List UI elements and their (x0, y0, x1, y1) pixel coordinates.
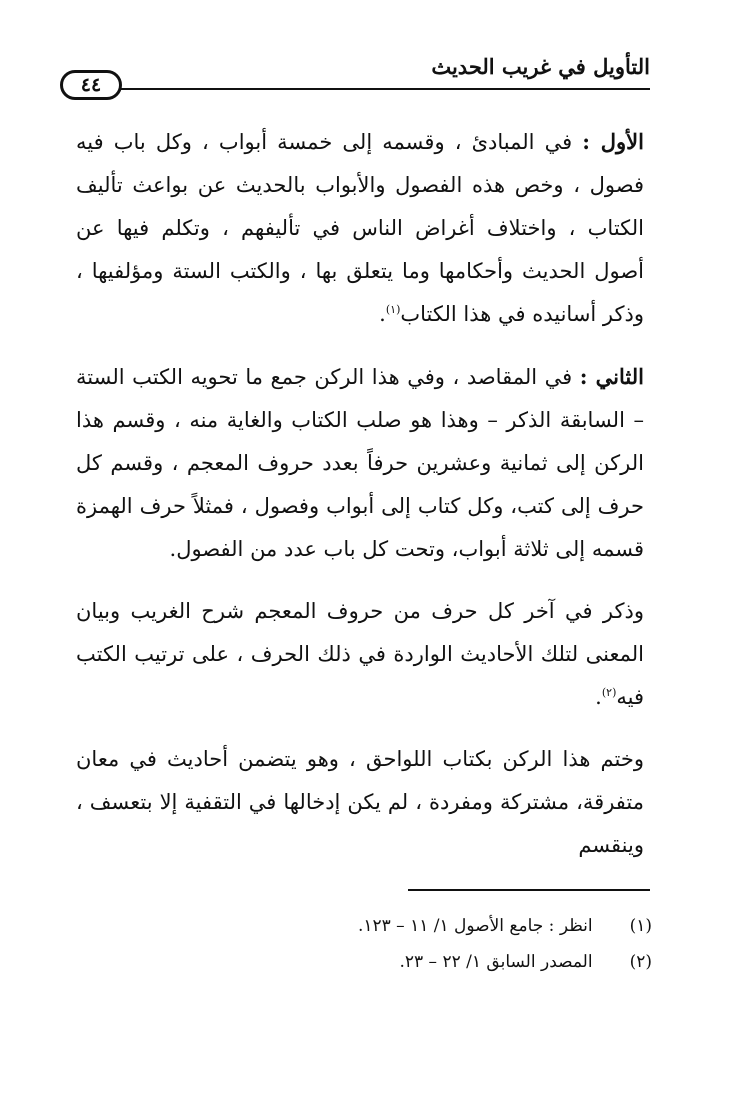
paragraph-text: وختم هذا الركن بكتاب اللواحق ، وهو يتضمن أحاديث في معان متفرقة، مشتركة ومفردة ، لم يكن إدخالها في التقفية إلا بتعسف ، وينقسم (76, 747, 644, 857)
paragraph-lead: الأول : (582, 129, 644, 154)
footnote-ref: (١) (385, 303, 401, 316)
footnote-rule (408, 889, 650, 891)
paragraph-1 (76, 120, 644, 336)
footnote-2 (150, 944, 652, 980)
page-number: ٤٤ (60, 70, 122, 100)
footnote-text: المصدر السابق ١/ ٢٢ – ٢٣. (399, 952, 593, 972)
paragraph-2 (76, 355, 644, 571)
header-rule (70, 88, 650, 90)
paragraph-tail: . (379, 302, 386, 326)
footnote-ref: (٢) (601, 686, 617, 699)
footnotes (150, 908, 652, 980)
paragraph-text: وذكر في آخر كل حرف من حروف المعجم شرح الغريب وبيان المعنى لتلك الأحاديث الواردة في ذلك الحرف ، على ترتيب الكتب فيه (76, 599, 644, 709)
paragraph-text: في المقاصد ، وفي هذا الركن جمع ما تحويه الكتب الستة – السابقة الذكر – وهذا هو صلب الكتاب والغاية منه ، وقسم هذا الركن إلى ثمانية وعشرين حرفاً بعدد حروف المعجم ، وقسم كل حرف إلى كتب، وكل كتاب إلى أبواب وفصول ، فمثلاً حرف الهمزة قسمه إلى ثلاثة أبواب، وتحت كل باب عدد من الفصول. (76, 365, 644, 561)
paragraph-text: في المبادئ ، وقسمه إلى خمسة أبواب ، وكل باب فيه فصول ، وخص هذه الفصول والأبواب بالحديث عن بواعث تأليف الكتاب ، واختلاف أغراض الناس في تأليفهم ، وتكلم فيها عن أصول الحديث وأحكامها وما يتعلق بها ، والكتب الستة ومؤلفيها ، وذكر أسانيده في هذا الكتاب (76, 130, 644, 326)
paragraph-lead: الثاني : (579, 364, 644, 389)
footnote-number: (٢) (629, 952, 652, 972)
paragraph-tail: . (595, 685, 602, 709)
running-header (60, 50, 650, 100)
footnote-number: (١) (629, 916, 652, 936)
footnote-1 (150, 908, 652, 944)
body-text (76, 120, 644, 886)
running-title: التأويل في غريب الحديث (431, 54, 650, 79)
footnote-text: انظر : جامع الأصول ١/ ١١ – ١٢٣. (357, 916, 593, 936)
paragraph-4 (76, 738, 644, 867)
paragraph-3 (76, 590, 644, 719)
